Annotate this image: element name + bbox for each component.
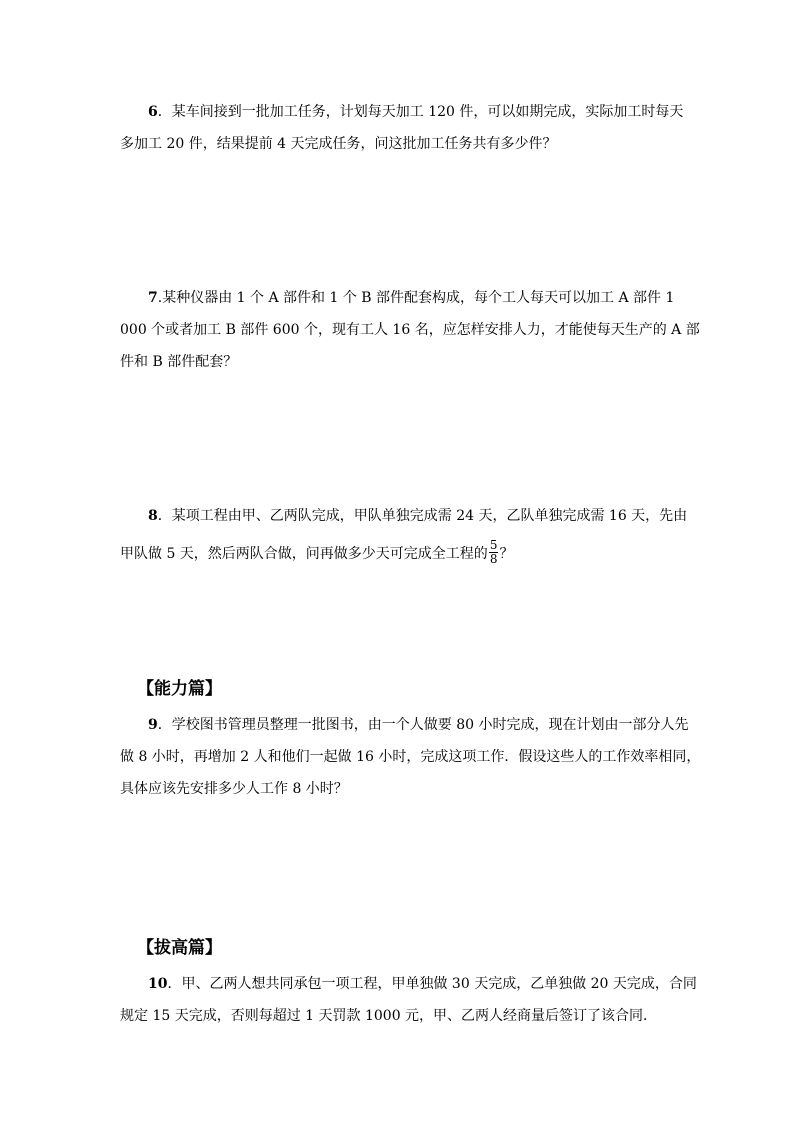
section-heading-advanced: 【拔高篇】: [137, 938, 222, 958]
question-text: 具体应该先安排多少人工作 8 小时？: [120, 781, 348, 797]
question-number: 8: [148, 508, 158, 524]
question-10: [120, 968, 697, 1032]
question-text: ．甲、乙两人想共同承包一项工程，甲单独做 30 天完成，乙单独做 20 天完成，合同: [167, 976, 697, 992]
question-number: 6: [148, 104, 158, 120]
question-text: 多加工 20 件，结果提前 4 天完成任务，问这批加工任务共有多少件？: [120, 136, 557, 152]
question-text: ．某项工程由甲、乙两队完成，甲队单独完成需 24 天，乙队单独完成需 16 天，先由: [157, 508, 688, 524]
fraction-numerator: 5: [489, 537, 498, 552]
question-number: 9: [148, 717, 158, 733]
question-text: 000 个或者加工 B 部件 600 个，现有工人 16 名，应怎样安排人力，才能使每天生产的 A 部: [120, 322, 700, 338]
question-text: .某种仪器由 1 个 A 部件和 1 个 B 部件配套构成，每个工人每天可以加工 A 部件 1: [157, 290, 675, 306]
section-heading-ability: 【能力篇】: [137, 679, 222, 699]
question-8: [120, 500, 688, 570]
fraction-denominator: 8: [489, 551, 498, 566]
question-text: 做 8 小时，再增加 2 人和他们一起做 16 小时，完成这项工作．假设这些人的工作效率相同，: [120, 749, 701, 765]
question-9: [120, 709, 701, 805]
question-text: ．某车间接到一批加工任务，计划每天加工 120 件，可以如期完成，实际加工时每天: [157, 104, 684, 120]
fraction: [489, 539, 499, 566]
question-number: 10: [148, 976, 168, 992]
question-text: 规定 15 天完成，否则每超过 1 天罚款 1000 元，甲、乙两人经商量后签订了该合同．: [120, 1008, 658, 1024]
question-text: ．学校图书管理员整理一批图书，由一个人做要 80 小时完成，现在计划由一部分人先: [157, 717, 689, 733]
question-text: 件和 B 部件配套？: [120, 354, 238, 370]
question-6: [120, 96, 684, 160]
question-text: ？: [499, 546, 514, 562]
question-text: 甲队做 5 天，然后两队合做，问再做多少天可完成全工程的: [120, 546, 488, 562]
question-7: [120, 282, 700, 378]
question-number: 7: [148, 290, 158, 306]
